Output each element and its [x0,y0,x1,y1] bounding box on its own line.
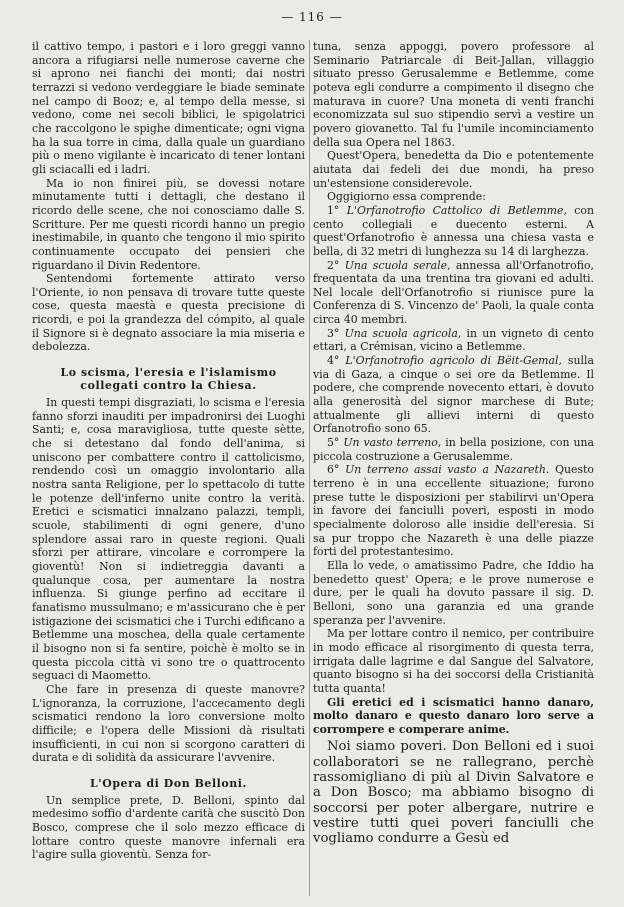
list-item-text: , con cento collegiali e duecento esterni. A quest'Orfanotrofio è annessa una chiesa vasta e bella, di 32 metri di lunghezza su 14 di larghezza. [313,203,594,258]
list-item-title: Una scuola agricola [344,326,458,340]
paragraph: Un semplice prete, D. Belloni, spinto dal medesimo soffio d'ardente carità che suscitò Don Bosco, comprese che il solo mezzo efficace di lottare contro queste manovre infernali era l'agire sulla gioventù. Senza for- [32,793,305,862]
list-item [313,354,594,436]
paragraph: In questi tempi disgraziati, lo scisma e l'eresia fanno sforzi inauditi per impadronirsi dei Luoghi Santi; e, cosa maravigliosa, tutte queste sètte, che si detestano dal fondo dell'anima, si uniscono per combattere contro il cattolicismo, rendendo così un omaggio involontario alla nostra santa Religione, per lo spettacolo di tutte le potenze dell'inferno unite contro la verità. Eretici e scismatici innalzano palazzi, templi, scuole, stabilimenti di ogni genere, d'uno splendore assai raro in queste regioni. Quali sforzi per attirare, vincolare e corrompere la gioventù! Non si indietreggia davanti a qualunque cosa, per aumentare la nostra influenza. Si giunge perfino ad eccitare il fanatismo mussulmano; e m'assicurano che è per istigazione dei scismatici che i Turchi edificano a Betlemme una moschea, della quale certamente il bisogno non si fa sentire, poichè è molto se in questa piccola città vi sono tre o quattrocento seguaci di Maometto. [32,396,305,683]
section-heading-line: Lo scisma, l'eresia e l'islamismo [60,366,277,380]
list-item-title: L'Orfanotrofio Cattolico di Betlemme [346,203,564,217]
right-column [313,40,594,847]
list-item-title: Un vasto terreno [343,436,438,450]
section-heading [32,366,305,392]
large-paragraph: Noi siamo poveri. Don Belloni ed i suoi collaboratori se ne rallegrano, perchè rassomigliano di più al Divin Salvatore e a Don Bosco; ma abbiamo bisogno di soccorsi per poter albergare, nutrire e vestire tutti quei poveri fanciulli che vogliamo condurre a Gesù ed [313,739,594,847]
list-item-text: , annessa all'Orfanotrofio, frequentata da una trentina tra giovani ed adulti. Nel locale dell'Orfanotrofio si riunisce pure la Conferenza di S. Vincenzo de' Paoli, la quale conta circa 40 membri. [313,258,594,327]
bold-paragraph: Gli eretici ed i scismatici hanno danaro, molto danaro e questo danaro loro serve a corrompere e comperare anime. [313,695,594,736]
paragraph: Ma per lottare contro il nemico, per contribuire in modo efficace al risorgimento di questa terra, irrigata dalle lagrime e dal Sangue del Salvatore, quanto bisogno si ha dei soccorsi della Cristianità tutta quanta! [313,627,594,695]
list-number: 4° [327,354,340,368]
list-number: 3° [327,326,340,340]
list-item-title: Un terreno assai vasto a Nazareth [345,463,546,477]
list-item [313,436,594,463]
list-number: 5° [327,436,340,450]
column-divider [309,40,310,896]
paragraph: il cattivo tempo, i pastori e i loro greggi vanno ancora a rifugiarsi nelle numerose caverne che si aprono nei fianchi dei monti; dai nostri terrazzi si vedono verdeggiare le biade seminate nel campo di Booz; e, al tempo della messe, si vedono, come nei secoli biblici, le spigolatrici che raccolgono le spighe dimenticate; ogni vigna ha la sua torre in cima, dalla quale un guardiano più o meno vigilante è incaricato di tener lontani gli sciacalli ed i ladri. [32,40,305,176]
section-heading-line: collegati contro la Chiesa. [80,379,257,393]
list-item-title: Una scuola serale [344,258,448,272]
paragraph: Ella lo vede, o amatissimo Padre, che Iddio ha benedetto quest' Opera; e le prove numerose e dure, per le quali ha dovuto passare il sig. D. Belloni, sono una garanzia ed una grande speranza per l'avvenire. [313,558,594,627]
left-column [32,40,305,862]
list-item [313,204,594,259]
list-number: 2° [327,258,340,272]
list-item-text: . Questo terreno è in una eccellente situazione; furono prese tutte le disposizioni per stabilirvi un'Opera in favore dei fanciulli poveri, esposti in modo specialmente doloroso alle insidie dell'eresia. Si sa pur troppo che Nazareth è una delle piazze forti del protestantesimo. [313,463,594,559]
section-heading: L'Opera di Don Belloni. [90,776,247,790]
list-item-text: , in bella posizione, con una piccola costruzione a Gerusalemme. [313,436,594,463]
list-item-text: , sulla via di Gaza, a cinque o sei ore da Betlemme. Il podere, che comprende novecento ettari, è dovuto alla generosità del signor marchese di Bute; attualmente gli allievi interni di questo Orfanotrofio sono 65. [313,354,594,436]
list-number: 6° [327,463,340,477]
paragraph: Quest'Opera, benedetta da Dio e potentemente aiutata dai fedeli dei due mondi, ha preso un'estensione considerevole. [313,149,594,190]
paragraph: Sentendomi fortemente attirato verso l'Oriente, io non pensava di trovare tutte queste cose, questa maestà e questa precisione di ricordi, e poi la grandezza del cómpito, al quale il Signore si è degnato associare la mia miseria e debolezza. [32,272,305,354]
list-number: 1° [327,203,340,217]
page-number: — 116 — [281,10,343,24]
paragraph: Oggigiorno essa comprende: [327,190,486,204]
paragraph: Ma io non finirei più, se dovessi notare minutamente tutti i dettagli, che destano il ricordo delle scene, che noi conosciamo dalle S. Scritture. Per me questi ricordi hanno un pregio inestimabile, in quanto che tengono il mio spirito continuamente occupato dei pensieri che riguardano il Divin Redentore. [32,176,305,272]
list-item [313,259,594,327]
list-item-title: L'Orfanotrofio agricolo di Bëit-Gemal [345,354,559,368]
list-item [313,327,594,354]
paragraph: Che fare in presenza di queste manovre? L'ignoranza, la corruzione, l'accecamento degli scismatici rendono la loro conversione molto difficile; e l'opera delle Missioni dà risultati insufficienti, in cui non si scorgono caratteri di durata e di solidità da assicurare l'avvenire. [32,682,305,765]
list-item [313,463,594,559]
paragraph: tuna, senza appoggi, povero professore al Seminario Patriarcale di Beit-Jallan, villaggio situato presso Gerusalemme e Betlemme, come poteva egli condurre a compimento il disegno che maturava in cuore? Una moneta di venti franchi economizzata sul suo stipendio servì a vestire un povero giovanetto. Tal fu l'umile incominciamento della sua Opera nel 1863. [313,40,594,149]
list-item-text: , in un vigneto di cento ettari, a Crémisan, vicino a Betlemme. [313,326,594,354]
